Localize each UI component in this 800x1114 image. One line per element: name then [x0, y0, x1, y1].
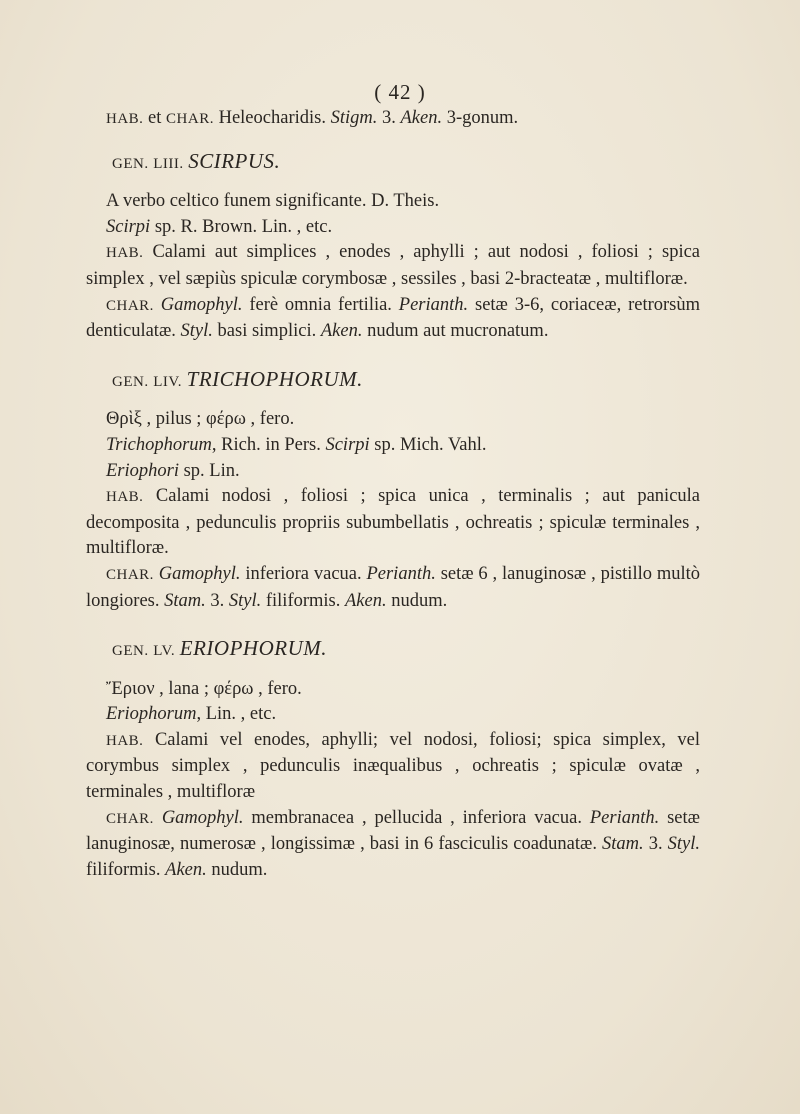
synonym-name: Eriophorum [106, 704, 197, 725]
habitus-paragraph [86, 728, 700, 806]
aken-value: 3-gonum. [446, 108, 519, 128]
styl-term: Styl. [228, 590, 262, 611]
synonym-name: Trichophorum [106, 434, 212, 455]
hab-label: HAB. [106, 732, 144, 749]
char-text: filiformis. [86, 859, 161, 880]
habitus-paragraph [86, 240, 700, 292]
character-paragraph [86, 293, 700, 345]
gen-number: LIV. [153, 373, 183, 390]
char-text: membranacea , pellucida , inferiora vacua. [251, 807, 582, 828]
synonym-line [86, 215, 700, 241]
page-content [86, 106, 700, 883]
styl-term: Styl. [667, 834, 701, 855]
synonym-rest: sp. R. Brown. Lin. , etc. [154, 216, 333, 237]
gen-label: GEN. [112, 155, 149, 172]
char-text: ferè omnia fertilia. [249, 294, 392, 315]
synonym-line [86, 702, 700, 728]
char-text: filiformis. [265, 590, 341, 611]
gen-number: LIII. [153, 155, 184, 172]
synonym-rest: sp. Mich. Vahl. [374, 434, 487, 455]
synonym-rest: sp. Lin. [183, 460, 240, 481]
habitus-text: Calami vel enodes, aphylli; vel nodosi, foliosi; spica simplex, vel corymbus simplex , pedunculis inæqualibus , ochreatis ; spiculæ ovatæ , terminales , multifloræ [86, 729, 701, 803]
synonym-rest: , Lin. , etc. [196, 704, 277, 725]
hab-label: HAB. [106, 111, 144, 127]
perianth-term: Perianth. [398, 294, 469, 315]
synonym-name: Scirpi [106, 216, 151, 237]
perianth-term: Perianth. [366, 563, 436, 584]
gen-label: GEN. [112, 373, 149, 390]
etymology: A verbo celtico funem significante. D. Theis. [106, 191, 440, 212]
char-text: setæ lanuginosæ, numerosæ , longissimæ , basi in 6 fasciculis coadunatæ. [86, 807, 700, 855]
gen-number: LV. [153, 643, 176, 660]
hab-label: HAB. [106, 245, 144, 262]
genus-heading-trichophorum [86, 367, 700, 396]
styl-term: Styl. [180, 321, 213, 342]
char-text: inferiora vacua. [245, 563, 362, 584]
synonym-name: Eriophori [106, 460, 179, 481]
char-label: CHAR. [166, 111, 214, 127]
genus-name: SCIRPUS. [188, 148, 281, 173]
gen-label: GEN. [112, 643, 149, 660]
gamophyl-term: Gamophyl. [160, 294, 243, 315]
aken-term: Aken. [165, 859, 207, 880]
aken-term: Aken. [400, 108, 443, 128]
etymology: Ἔριον , lana ; φέρω , fero. [106, 678, 302, 699]
gamophyl-term: Gamophyl. [161, 807, 244, 828]
habitus-text: Calami nodosi , foliosi ; spica unica , terminalis ; aut panicula decomposita , pedunculis propriis subumbellatis , ochreatis ; spiculæ terminales , multifloræ. [86, 486, 701, 559]
char-label: CHAR. [106, 566, 154, 583]
char-label: CHAR. [106, 810, 154, 827]
char-text: setæ 6 , lanuginosæ , pistillo multò longiores. [86, 563, 700, 611]
genus-name: TRICHOPHORUM. [186, 366, 363, 391]
synonym-line [86, 433, 700, 459]
etymology: Θρὶξ , pilus ; φέρω , fero. [106, 409, 295, 430]
synonym-name: Scirpi [325, 434, 370, 455]
genus-heading-scirpus [86, 149, 700, 178]
char-text: nudum. [211, 859, 268, 880]
stam-term: Stam. [602, 834, 644, 855]
stam-term: Stam. [164, 590, 206, 611]
genus-heading-eriophorum [86, 636, 700, 665]
char-text: 3. [648, 834, 663, 855]
et-word: et [148, 108, 162, 128]
genus-name: ERIOPHORUM. [179, 636, 327, 661]
char-text: setæ 3-6, coriaceæ, retrorsùm denticulatæ. [86, 294, 700, 342]
aken-term: Aken. [345, 590, 387, 611]
synonym-rest: , Rich. in Pers. [211, 434, 321, 455]
char-text: nudum. [391, 590, 448, 611]
habitus-paragraph [86, 484, 700, 562]
page-number: ( 42 ) [374, 80, 426, 104]
aken-term: Aken. [320, 321, 363, 342]
char-text: basi simplici. [217, 321, 317, 342]
character-paragraph [86, 562, 700, 614]
perianth-term: Perianth. [589, 807, 660, 828]
char-text: nudum aut mucronatum. [367, 321, 549, 342]
char-label: CHAR. [106, 297, 154, 314]
stigm-term: Stigm. [330, 108, 378, 128]
gamophyl-term: Gamophyl. [158, 563, 241, 584]
hab-label: HAB. [106, 489, 144, 506]
heleocharis-text: Heleocharidis. [218, 108, 326, 128]
character-paragraph [86, 806, 700, 884]
synonym-line [86, 459, 700, 485]
char-text: 3. [210, 590, 225, 611]
heleocharis-line [86, 106, 700, 133]
stigm-value: 3. [381, 108, 396, 128]
habitus-text: Calami aut simplices , enodes , aphylli ; aut nodosi , foliosi ; spica simplex , vel sæpiùs spiculæ corymbosæ , sessiles , basi 2-bracteatæ , multifloræ. [86, 242, 701, 289]
